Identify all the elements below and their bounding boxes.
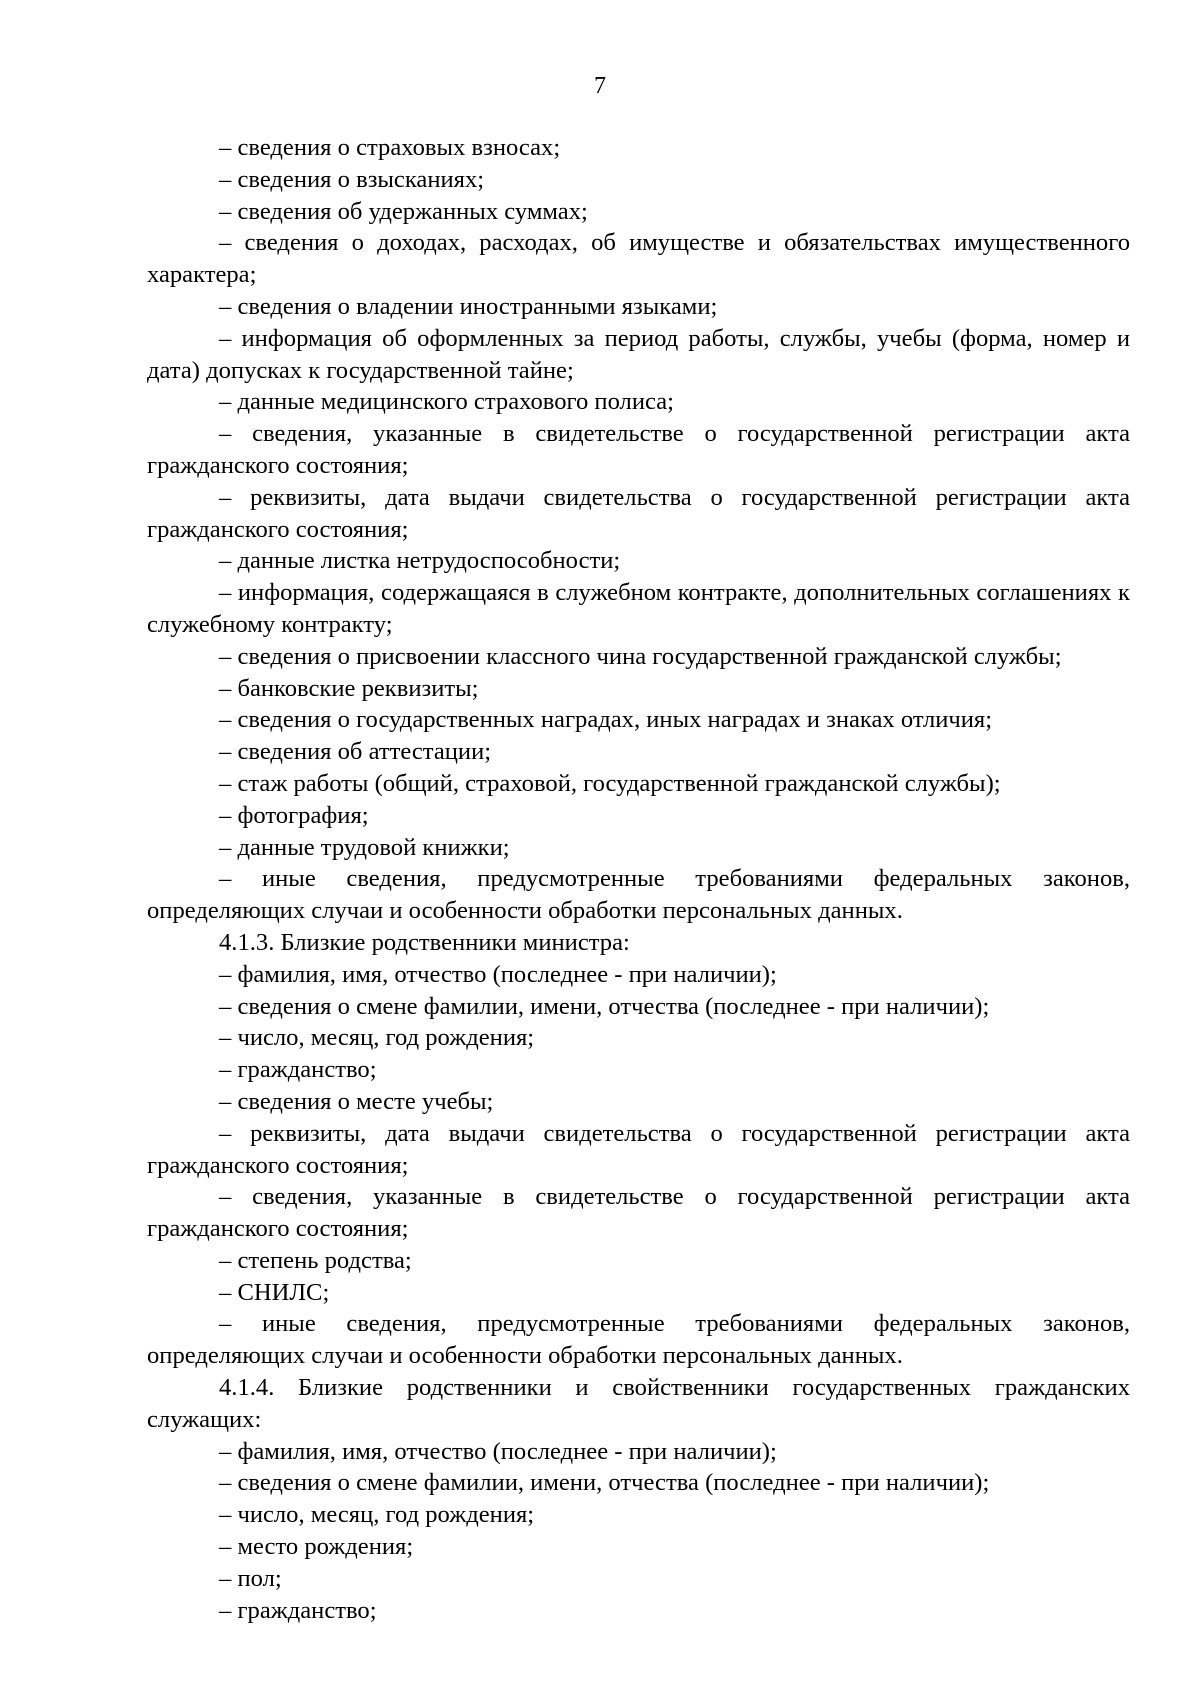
document-paragraph: – реквизиты, дата выдачи свидетельства о государственной регистрации акта гражданского состояния;: [147, 1119, 1130, 1179]
document-paragraph: – сведения о месте учебы;: [219, 1087, 494, 1115]
document-paragraph: – сведения, указанные в свидетельстве о государственной регистрации акта гражданского состояния;: [147, 420, 1130, 479]
document-paragraph: – сведения об аттестации;: [219, 738, 492, 766]
document-paragraph: – банковские реквизиты;: [219, 674, 479, 702]
document-paragraph: – СНИЛС;: [219, 1278, 330, 1306]
document-paragraph: – информация об оформленных за период работы, службы, учебы (форма, номер и дата) допусках к государственной тайне;: [147, 324, 1130, 384]
document-paragraph: – данные листка нетрудоспособности;: [219, 547, 621, 575]
document-paragraph: – сведения о государственных наградах, иных наградах и знаках отличия;: [219, 706, 993, 734]
document-paragraph: – число, месяц, год рождения;: [219, 1024, 535, 1052]
document-paragraph: – стаж работы (общий, страховой, государственной гражданской службы);: [219, 769, 1001, 797]
document-paragraph: 4.1.3. Близкие родственники министра:: [219, 928, 630, 956]
document-paragraph: – фамилия, имя, отчество (последнее - при наличии);: [219, 1437, 777, 1465]
document-paragraph: – сведения об удержанных суммах;: [219, 197, 588, 225]
document-paragraph: 4.1.4. Близкие родственники и свойственники государственных гражданских служащих:: [147, 1374, 1130, 1433]
document-paragraph: – данные медицинского страхового полиса;: [219, 388, 674, 416]
page-number: 7: [594, 73, 606, 99]
document-paragraph: – иные сведения, предусмотренные требованиями федеральных законов, определяющих случаи и особенности обработки персональных данных.: [147, 865, 1130, 925]
document-paragraph: – сведения о смене фамилии, имени, отчества (последнее - при наличии);: [219, 1469, 990, 1497]
document-paragraph: – место рождения;: [219, 1533, 414, 1561]
document-paragraph: – сведения о смене фамилии, имени, отчества (последнее - при наличии);: [219, 992, 990, 1020]
document-paragraph: – число, месяц, год рождения;: [219, 1501, 535, 1529]
document-paragraph: – гражданство;: [219, 1596, 377, 1624]
document-paragraph: – сведения о доходах, расходах, об имуществе и обязательствах имущественного характера;: [147, 229, 1130, 289]
document-paragraph: – информация, содержащаяся в служебном контракте, дополнительных соглашениях к служебному контракту;: [147, 579, 1130, 638]
document-paragraph: – данные трудовой книжки;: [219, 833, 510, 861]
document-paragraph: – степень родства;: [219, 1246, 412, 1274]
document-paragraph: – сведения о страховых взносах;: [219, 134, 561, 161]
document-paragraph: – сведения о взысканиях;: [219, 165, 485, 193]
document-paragraph: – фамилия, имя, отчество (последнее - при наличии);: [219, 960, 777, 988]
document-paragraph: – пол;: [219, 1564, 282, 1592]
document-paragraph: – иные сведения, предусмотренные требованиями федеральных законов, определяющих случаи и особенности обработки персональных данных.: [147, 1310, 1130, 1370]
document-paragraph: – сведения о присвоении классного чина государственной гражданской службы;: [219, 642, 1062, 670]
document-paragraph: – гражданство;: [219, 1056, 377, 1084]
document-paragraph: – фотография;: [219, 801, 369, 829]
document-paragraph: – сведения, указанные в свидетельстве о государственной регистрации акта гражданского состояния;: [147, 1183, 1130, 1243]
document-body: [147, 132, 1130, 1626]
document-paragraph: – сведения о владении иностранными языками;: [219, 292, 718, 320]
document-paragraph: – реквизиты, дата выдачи свидетельства о государственной регистрации акта гражданского состояния;: [147, 483, 1130, 543]
